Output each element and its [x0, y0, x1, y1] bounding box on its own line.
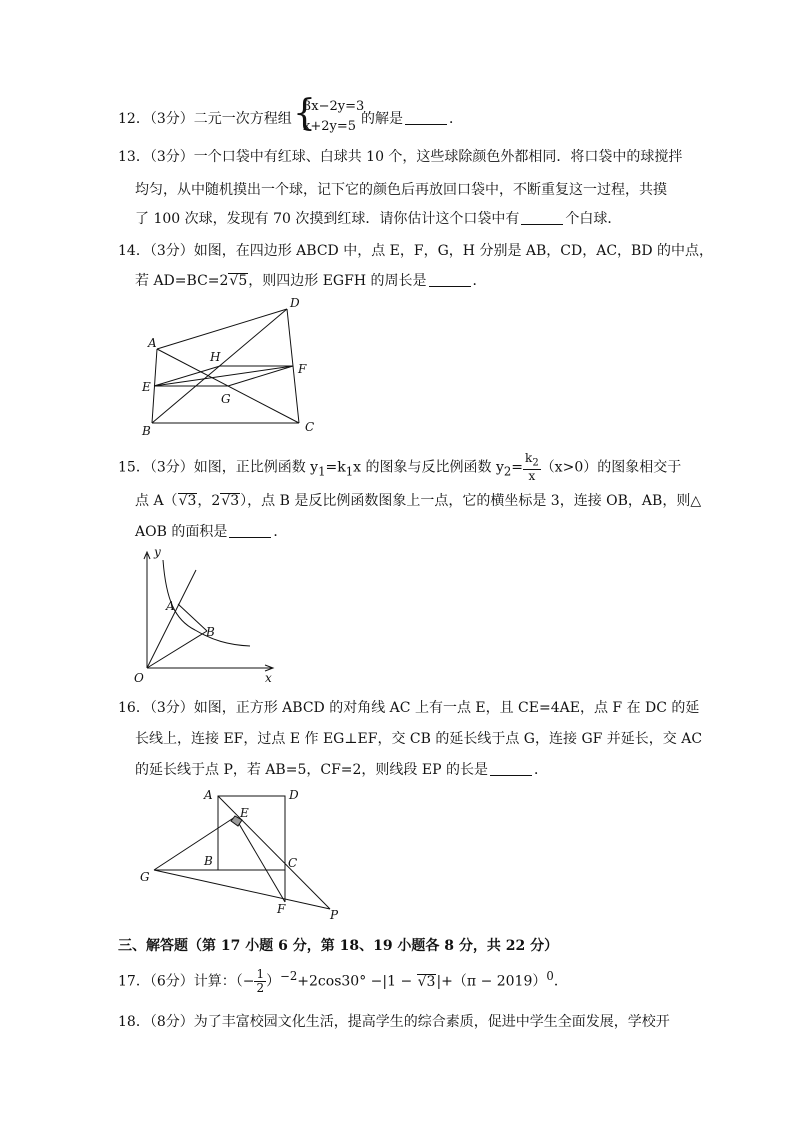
- answer-blank: [429, 272, 471, 287]
- q16-line3: [135, 759, 548, 779]
- q16-line3-text: 的延长线于点 P，若 AB=5，CF=2，则线段 EP 的长是: [135, 762, 488, 778]
- fraction-numerator: [523, 452, 541, 470]
- q16-line1: 16．（3分）如图，正方形 ABCD 的对角线 AC 上有一点 E，且 CE=4AE，点 F 在 DC 的延: [118, 700, 700, 716]
- label-b: B: [204, 854, 213, 868]
- q15-line2: [135, 490, 701, 510]
- label-a: A: [148, 336, 157, 350]
- system-brace: {: [293, 93, 316, 134]
- label-e: E: [142, 380, 151, 394]
- q14-line2-text: 若 AD=BC=2: [135, 273, 229, 289]
- label-c: C: [305, 420, 315, 434]
- q15-figure: [130, 540, 290, 690]
- q15-sub1: 1: [318, 464, 326, 479]
- q15-text-b: =k: [325, 459, 346, 476]
- q15-text-c: x 的图象与反比例函数 y: [353, 459, 504, 476]
- fraction-denominator: 2: [256, 981, 265, 995]
- answer-blank: [490, 761, 532, 776]
- label-b: B: [206, 625, 215, 639]
- q12-suffix-text: 的解是: [361, 111, 403, 127]
- q17-exponent: −2: [280, 968, 298, 983]
- label-c: C: [288, 856, 298, 870]
- q12-end: ．: [449, 111, 463, 127]
- q14-line1: 14．（3分）如图，在四边形 ABCD 中，点 E，F，G，H 分别是 AB，CD，AC，BD 的中点，: [118, 243, 714, 259]
- q13-line2: 均匀，从中随机摸出一个球，记下它的颜色后再放回口袋中，不断重复这一过程，共摸: [135, 182, 667, 198]
- label-p: P: [330, 908, 339, 922]
- sqrt-value: 5: [238, 273, 248, 289]
- label-o: O: [134, 671, 144, 685]
- sqrt-5: √5: [229, 273, 248, 289]
- label-a: A: [204, 788, 213, 802]
- segment-eh: [154, 366, 220, 386]
- q17-line: [118, 968, 568, 995]
- q14-line2-mid: ，则四边形 EGFH 的周长是: [248, 273, 427, 289]
- label-b: B: [142, 424, 151, 438]
- q15-line3: [135, 521, 287, 541]
- label-e: E: [240, 806, 249, 820]
- q18-line1: 18．（8分）为了丰富校园文化生活，提高学生的综合素质，促进中学生全面发展，学校开: [118, 1014, 670, 1030]
- label-y: y: [154, 545, 161, 559]
- q12-eq2: x+2y=5: [303, 119, 357, 134]
- segment-ad: [157, 309, 287, 349]
- q14-line2: [135, 270, 487, 290]
- q15-sub2: 2: [503, 464, 512, 479]
- segment-gp: [154, 870, 330, 909]
- label-a: A: [166, 599, 175, 613]
- segment-ef: [154, 366, 293, 386]
- label-f: F: [277, 902, 286, 916]
- segment-gf: [228, 366, 293, 386]
- q15-text-d: =: [511, 459, 524, 476]
- frac-k: k: [525, 451, 533, 465]
- q12-prefix: 12．（3分）二元一次方程组: [118, 111, 292, 127]
- fraction-numerator: 1: [256, 967, 265, 981]
- q15-line3-text: AOB 的面积是: [135, 524, 228, 540]
- square-abcd: [218, 796, 285, 870]
- q17-end: ．: [553, 973, 568, 990]
- q14-end: ．: [472, 273, 487, 289]
- q15-text-e: （x>0）的图象相交于: [540, 459, 682, 476]
- q13-line3: [135, 208, 621, 228]
- label-d: D: [290, 296, 300, 310]
- label-d: D: [289, 788, 299, 802]
- segment-ge: [154, 817, 235, 870]
- label-h: H: [210, 350, 221, 364]
- q17-prefix: 17．（6分）计算：（−: [118, 973, 255, 990]
- q13-line3-text: 了 100 次球，发现有 70 次摸到红球．请你估计这个口袋中有: [135, 211, 520, 227]
- frac-k-sub: 2: [532, 457, 539, 469]
- label-g: G: [221, 392, 231, 406]
- q17-exponent-zero: 0: [546, 968, 554, 983]
- q13-line1: 13．（3分）一个口袋中有红球、白球共 10 个，这些球除颜色外都相同．将口袋中的球搅拌: [118, 149, 683, 165]
- q13-line3-end: 个白球．: [565, 211, 622, 227]
- sqrt-value: 3: [230, 493, 240, 509]
- q12-suffix: [361, 108, 463, 128]
- q15-line1: [118, 452, 681, 483]
- sqrt-value: 3: [187, 493, 197, 509]
- q16-end: ．: [533, 762, 548, 778]
- q15-fraction: [523, 452, 541, 483]
- q15-line2-a: 点 A（: [135, 493, 178, 509]
- q15-text-a: 15．（3分）如图，正比例函数 y: [118, 459, 319, 476]
- diagonal-ap: [218, 796, 330, 909]
- label-f: F: [298, 362, 307, 376]
- sqrt-3: √3: [417, 973, 436, 990]
- q15-line2-b: ，2: [197, 493, 221, 509]
- sqrt-3-first: √3: [178, 493, 197, 509]
- q15-sub1b: 1: [345, 464, 354, 479]
- section-heading: 三、解答题（第 17 小题 6 分，第 18、19 小题各 8 分，共 22 分）: [118, 938, 559, 954]
- q17-mid: +2cos30° −|1 −: [297, 973, 417, 990]
- answer-blank: [521, 210, 563, 225]
- label-g: G: [140, 870, 150, 884]
- q17-mid2: |+（π − 2019）: [436, 973, 547, 990]
- q15-end: ．: [273, 524, 288, 540]
- q12-eq1: 3x−2y=3: [303, 99, 365, 114]
- sqrt-3-second: √3: [221, 493, 240, 509]
- q17-fraction: [254, 968, 266, 995]
- q14-figure: [130, 295, 330, 440]
- answer-blank: [405, 110, 447, 125]
- q17-paren: ）: [266, 973, 281, 990]
- segment-ab: [178, 604, 207, 631]
- fraction-denominator: x: [528, 469, 536, 484]
- label-x: x: [265, 671, 272, 685]
- answer-blank: [229, 523, 271, 538]
- q16-line2: 长线上，连接 EF，过点 E 作 EG⊥EF，交 CB 的延长线于点 G，连接 GF 并延长，交 AC: [135, 731, 703, 747]
- q15-line2-c: ），点 B 是反比例函数图象上一点，它的横坐标是 3，连接 OB，AB，则△: [240, 493, 702, 509]
- sqrt-value: 3: [426, 973, 436, 990]
- q16-figure: [138, 785, 348, 925]
